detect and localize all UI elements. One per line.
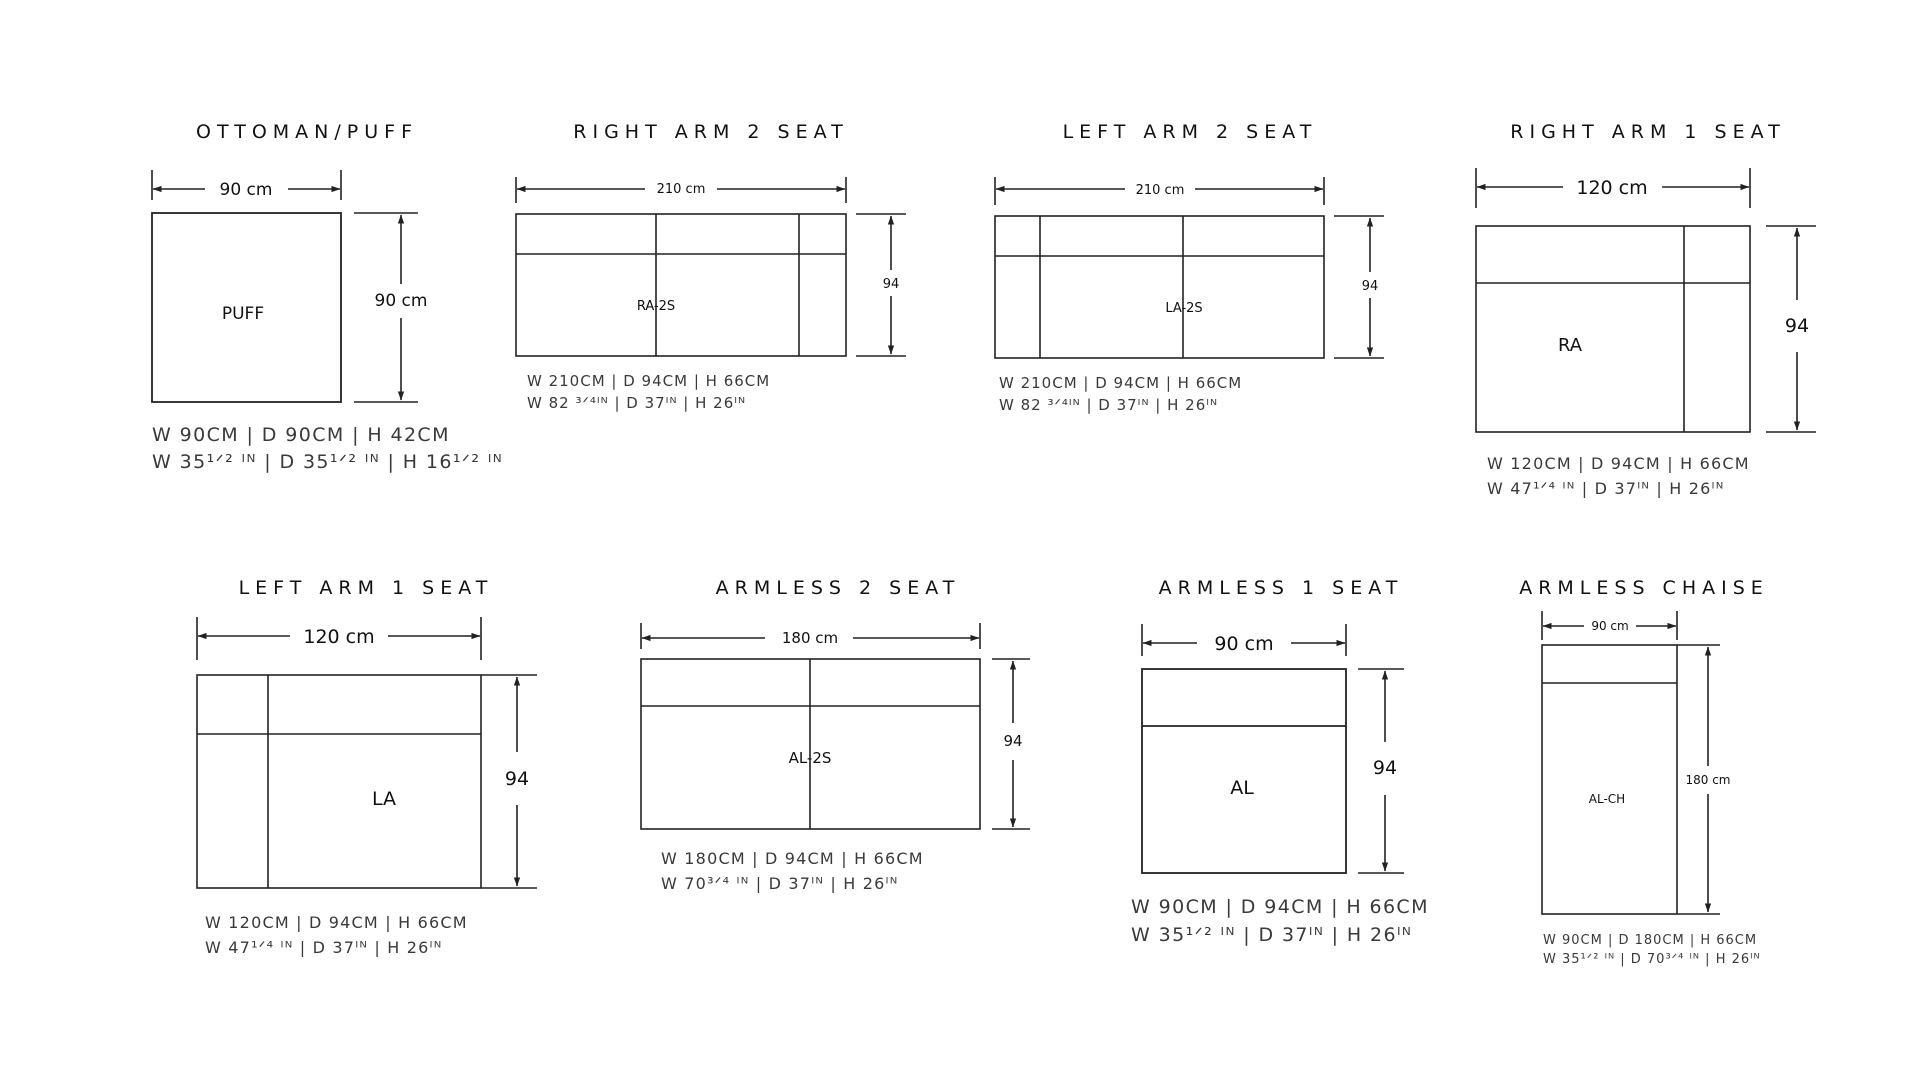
module-title: LEFT ARM 2 SEAT	[1062, 121, 1318, 143]
spec-metric: W 210CM | D 94CM | H 66CM	[999, 374, 1243, 392]
depth-dimension: 94	[504, 768, 530, 790]
spec-imperial: W 35¹ᐟ² ᴵᴺ | D 70³ᐟ⁴ ᴵᴺ | H 26ᴵᴺ	[1543, 952, 1761, 967]
module-title: OTTOMAN/PUFF	[195, 121, 419, 143]
module-outline	[197, 675, 481, 888]
module-title: ARMLESS 2 SEAT	[715, 577, 961, 599]
width-dimension: 120 cm	[1576, 177, 1648, 199]
spec-imperial: W 35¹ᐟ² ᴵᴺ | D 37ᴵᴺ | H 26ᴵᴺ	[1131, 924, 1413, 946]
spec-metric: W 210CM | D 94CM | H 66CM	[527, 372, 771, 390]
module-right-arm-2-seat	[516, 121, 906, 412]
width-dimension: 90 cm	[219, 180, 273, 200]
module-code: AL-2S	[788, 749, 832, 767]
module-code: AL	[1230, 777, 1254, 799]
spec-imperial: W 47¹ᐟ⁴ ᴵᴺ | D 37ᴵᴺ | H 26ᴵᴺ	[1487, 479, 1725, 498]
spec-imperial: W 70³ᐟ⁴ ᴵᴺ | D 37ᴵᴺ | H 26ᴵᴺ	[661, 874, 899, 893]
width-dimension: 120 cm	[303, 626, 375, 648]
module-armless-chaise	[1519, 577, 1769, 967]
module-outline	[1476, 226, 1750, 432]
spec-imperial: W 82 ³ᐟ⁴ᴵᴺ | D 37ᴵᴺ | H 26ᴵᴺ	[527, 394, 747, 412]
module-right-arm-1-seat	[1476, 121, 1816, 498]
width-dimension: 210 cm	[1135, 183, 1185, 198]
depth-dimension: 94	[1361, 279, 1379, 294]
module-outline	[1142, 669, 1346, 873]
width-dimension: 210 cm	[656, 182, 706, 197]
module-code: RA	[1557, 335, 1583, 356]
module-armless-1-seat	[1131, 577, 1429, 946]
module-outline	[1542, 645, 1677, 914]
module-title: LEFT ARM 1 SEAT	[238, 577, 494, 599]
depth-dimension: 90 cm	[374, 291, 428, 311]
depth-dimension: 94	[882, 277, 900, 292]
spec-imperial: W 35¹ᐟ² ᴵᴺ | D 35¹ᐟ² ᴵᴺ | H 16¹ᐟ² ᴵᴺ	[152, 451, 504, 473]
module-code: RA-2S	[636, 299, 676, 314]
module-title: ARMLESS 1 SEAT	[1158, 577, 1404, 599]
depth-dimension: 94	[1784, 315, 1810, 337]
module-armless-2-seat	[641, 577, 1030, 893]
spec-metric: W 90CM | D 90CM | H 42CM	[152, 424, 450, 446]
width-dimension: 180 cm	[781, 629, 839, 647]
spec-metric: W 120CM | D 94CM | H 66CM	[205, 913, 468, 932]
module-title: RIGHT ARM 2 SEAT	[573, 121, 849, 143]
spec-metric: W 120CM | D 94CM | H 66CM	[1487, 454, 1750, 473]
module-code: LA-2S	[1165, 301, 1203, 316]
width-dimension: 90 cm	[1214, 633, 1274, 655]
module-title: ARMLESS CHAISE	[1519, 577, 1769, 599]
module-ottoman-puff	[152, 121, 503, 473]
module-code: AL-CH	[1588, 792, 1626, 806]
width-dimension: 90 cm	[1591, 619, 1629, 633]
spec-imperial: W 47¹ᐟ⁴ ᴵᴺ | D 37ᴵᴺ | H 26ᴵᴺ	[205, 938, 443, 957]
module-outline	[995, 216, 1324, 358]
module-left-arm-1-seat	[197, 577, 537, 957]
module-outline	[516, 214, 846, 356]
depth-dimension: 94	[1003, 732, 1023, 750]
spec-metric: W 90CM | D 180CM | H 66CM	[1543, 933, 1758, 948]
module-left-arm-2-seat	[995, 121, 1384, 414]
module-code: PUFF	[221, 304, 265, 324]
depth-dimension: 180 cm	[1685, 773, 1731, 787]
spec-metric: W 90CM | D 94CM | H 66CM	[1131, 896, 1429, 918]
spec-metric: W 180CM | D 94CM | H 66CM	[661, 849, 924, 868]
spec-imperial: W 82 ³ᐟ⁴ᴵᴺ | D 37ᴵᴺ | H 26ᴵᴺ	[999, 396, 1219, 414]
module-code: LA	[371, 788, 397, 810]
module-title: RIGHT ARM 1 SEAT	[1510, 121, 1786, 143]
depth-dimension: 94	[1372, 757, 1398, 779]
